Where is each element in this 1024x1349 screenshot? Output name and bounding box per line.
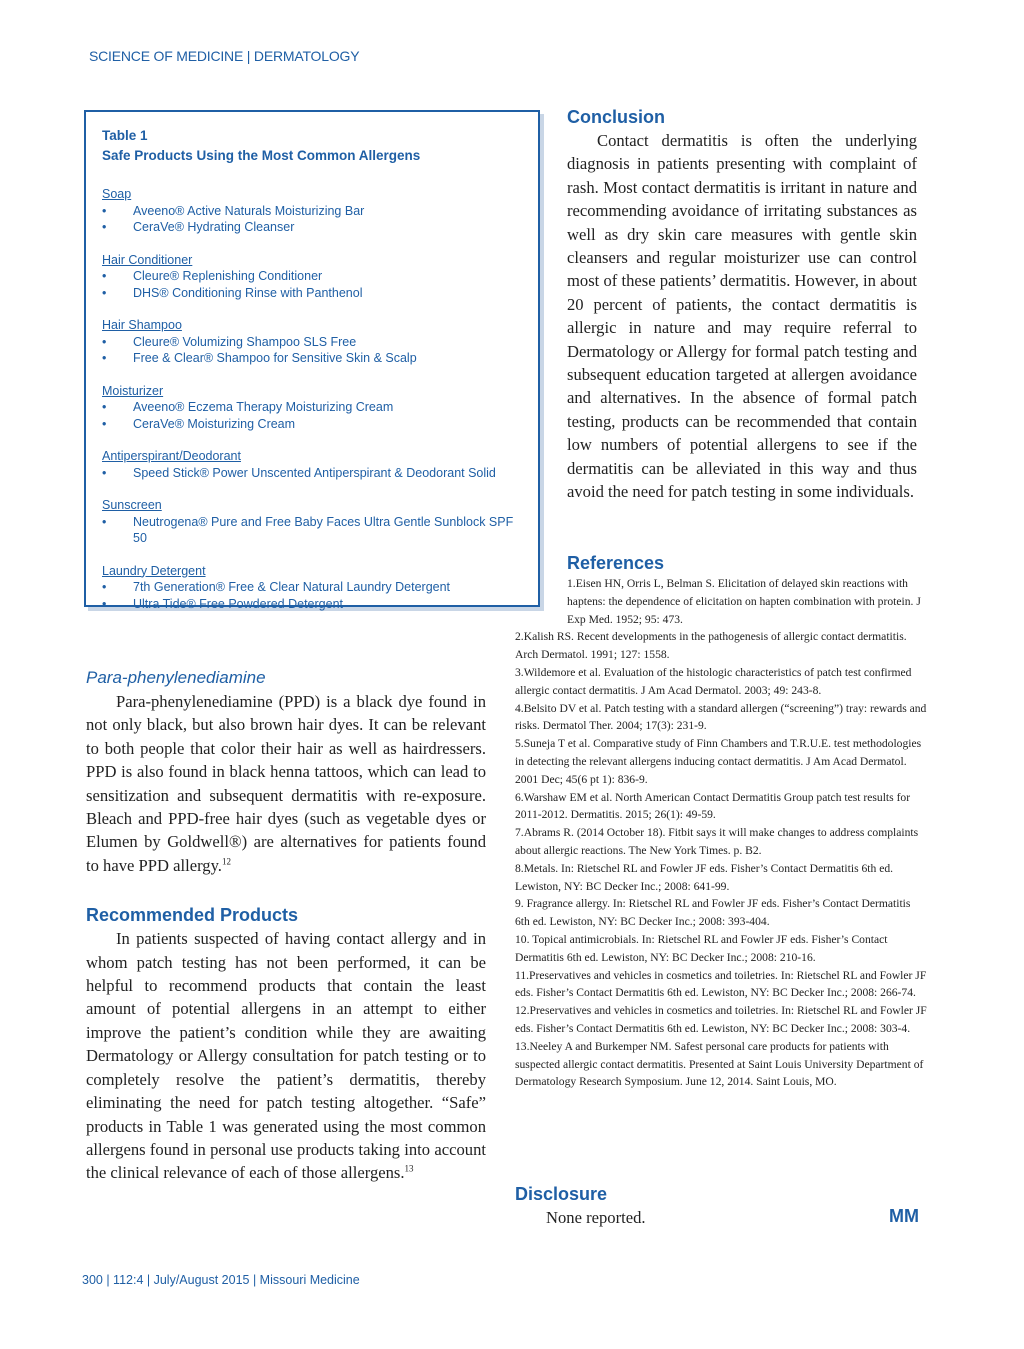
table-item: • 7th Generation® Free & Clear Natural Laundry Detergent bbox=[102, 579, 522, 596]
reference-item: 4.Belsito DV et al. Patch testing with a standard allergen (“screening”) tray: rewards and risks. Dermatol Ther. 2004; 17(3): 231-9. bbox=[515, 701, 927, 733]
ppd-body: Para-phenylenediamine (PPD) is a black dye found in not only black, but also brown hair dyes. It can be relevant to both people that color their hair as well as hairdressers. PPD is also found in black henna tattoos, which can lead to sensitization and subsequent dermatitis with re-exposure. Bleach and PPD-free hair dyes (such as vegetable dyes or Elumen by Goldwell®) are alternatives for patients found to have PPD allergy. bbox=[86, 692, 486, 875]
table-item: • Cleure® Volumizing Shampoo SLS Free bbox=[102, 334, 522, 351]
ppd-heading: Para-phenylenediamine bbox=[86, 668, 266, 687]
table-group-laundry-detergent bbox=[102, 563, 522, 613]
table-item: • Ultra Tide® Free Powdered Detergent bbox=[102, 596, 522, 613]
table-group-moisturizer bbox=[102, 383, 522, 433]
table-item: • Cleure® Replenishing Conditioner bbox=[102, 268, 522, 285]
table-group-soap bbox=[102, 186, 522, 236]
reference-item: 12.Preservatives and vehicles in cosmetics and toiletries. In: Rietschel RL and Fowler JF eds. Fisher’s Contact Dermatitis 6th ed. Lewiston, NY: BC Decker Inc.; 2008: 303-4. bbox=[515, 1004, 927, 1035]
table-category: Laundry Detergent bbox=[102, 563, 206, 578]
references-heading: References bbox=[567, 553, 665, 573]
ppd-paragraph bbox=[86, 690, 486, 877]
table-group-hair-shampoo bbox=[102, 317, 522, 367]
table-item: • CeraVe® Moisturizing Cream bbox=[102, 416, 522, 433]
table-category: Hair Shampoo bbox=[102, 318, 182, 332]
table-category: Soap bbox=[102, 187, 132, 201]
citation: 13 bbox=[404, 1163, 414, 1174]
running-header: SCIENCE OF MEDICINE | DERMATOLOGY bbox=[89, 48, 360, 64]
reference-item: 10. Topical antimicrobials. In: Rietschel RL and Fowler JF eds. Fisher’s Contact Dermatitis 6th ed. Lewiston, NY: BC Decker Inc.; 2008: 210-16. bbox=[515, 932, 888, 964]
reference-item: 3.Wildemore et al. Evaluation of the histologic characteristics of patch test confirmed allergic contact dermatitis. J Am Acad Dermatol. 2003; 49: 243-8. bbox=[515, 665, 912, 697]
reference-list bbox=[515, 575, 927, 1091]
conclusion-body: Contact dermatitis is often the underlying diagnosis in patients presenting with complaint of rash. Most contact dermatitis is irritant in nature and recommending avoidance of irritating substances as well as dry skin care measures with gentle skin cleansers and regular moisturizer use can control most of these patients’ dermatitis. However, in about 20 percent of patients, the contact dermatitis is allergic in nature and may require referral to Dermatology or Allergy for formal patch testing and subsequent education targeted at allergen avoidance and alternatives. In the absence of formal patch testing, products can be recommended that contain low numbers of potential allergens to see if the dermatitis can be alleviated in this way and thus avoid the need for patch testing in some individuals. bbox=[567, 131, 917, 502]
reference-item: 6.Warshaw EM et al. North American Contact Dermatitis Group patch test results for 2011-2012. Dermatitis. 2015; 26(1): 49-59. bbox=[515, 790, 911, 822]
reference-item: 1.Eisen HN, Orris L, Belman S. Elicitation of delayed skin reactions with haptens: the dependence of elicitation on hapten combination with protein. J Exp Med. 1952; 95: 473. bbox=[567, 577, 921, 626]
table-item: • DHS® Conditioning Rinse with Panthenol bbox=[102, 285, 522, 302]
end-mark: MM bbox=[889, 1206, 919, 1226]
table-category: Sunscreen bbox=[102, 498, 162, 512]
reference-item: 7.Abrams R. (2014 October 18). Fitbit says it will make changes to address complaints about allergic reactions. The New York Times. p. B2. bbox=[515, 826, 919, 857]
reference-item: 9. Fragrance allergy. In: Rietschel RL and Fowler JF eds. Fisher’s Contact Dermatitis 6th ed. Lewiston, NY: BC Decker Inc.; 2008: 393-404. bbox=[515, 897, 911, 929]
table-1-box bbox=[84, 110, 540, 611]
references-section bbox=[515, 551, 927, 1091]
conclusion-heading: Conclusion bbox=[567, 107, 665, 127]
page-footer: 300 | 112:4 | July/August 2015 | Missouri Medicine bbox=[82, 1273, 360, 1287]
conclusion-section bbox=[567, 105, 917, 504]
table-title: Safe Products Using the Most Common Allergens bbox=[102, 148, 421, 163]
table-item: • Free & Clear® Shampoo for Sensitive Skin & Scalp bbox=[102, 350, 522, 367]
disclosure-body: None reported. bbox=[546, 1208, 646, 1227]
reference-item: 2.Kalish RS. Recent developments in the pathogenesis of allergic contact dermatitis. Arch Dermatol. 1991; 127: 1558. bbox=[515, 630, 907, 662]
table-item: • Speed Stick® Power Unscented Antiperspirant & Deodorant Solid bbox=[102, 465, 522, 482]
reference-item: 11.Preservatives and vehicles in cosmetics and toiletries. In: Rietschel RL and Fowler JF eds. Fisher’s Contact Dermatitis 6th ed. Lewiston, NY: BC Decker Inc.; 2008: 266-74. bbox=[515, 968, 927, 1000]
table-category: Moisturizer bbox=[102, 383, 164, 398]
table-item: • Neutrogena® Pure and Free Baby Faces Ultra Gentle Sunblock SPF 50 bbox=[102, 514, 522, 547]
citation: 12 bbox=[221, 856, 231, 867]
table-item: • Aveeno® Active Naturals Moisturizing Bar bbox=[102, 203, 522, 220]
table-item: • Aveeno® Eczema Therapy Moisturizing Cream bbox=[102, 399, 522, 416]
disclosure-section bbox=[515, 1182, 927, 1229]
disclosure-heading: Disclosure bbox=[515, 1184, 608, 1204]
table-label: Table 1 bbox=[102, 128, 148, 143]
recommended-heading: Recommended Products bbox=[86, 905, 299, 926]
table-group-hair-conditioner bbox=[102, 252, 522, 302]
table-item: • CeraVe® Hydrating Cleanser bbox=[102, 219, 522, 236]
reference-item: 8.Metals. In: Rietschel RL and Fowler JF eds. Fisher’s Contact Dermatitis 6th ed. Lewiston, NY: BC Decker Inc.; 2008: 641-99. bbox=[515, 861, 894, 893]
recommended-paragraph bbox=[86, 927, 486, 1184]
recommended-body: In patients suspected of having contact allergy and in whom patch testing has not been performed, it can be helpful to recommend products that contain the least amount of potential allergens in an attempt to either improve the patient’s condition while they are awaiting Dermatology or Allergy consultation for patch testing or to completely resolve the patient’s dermatitis, thereby eliminating the need for patch testing altogether. “Safe” products in Table 1 was generated using the most common allergens found in personal use products taking into account the clinical relevance of each of those allergens. bbox=[86, 929, 486, 1183]
table-group-sunscreen bbox=[102, 497, 522, 547]
table-group-antiperspirant bbox=[102, 448, 522, 481]
left-column bbox=[86, 666, 486, 1185]
reference-item: 5.Suneja T et al. Comparative study of Finn Chambers and T.R.U.E. test methodologies in detecting the relevant allergens inducing contact dermatitis. J Am Acad Dermatol. 2001 Dec; 45(6 pt 1): 836-9. bbox=[515, 737, 922, 786]
reference-item: 13.Neeley A and Burkemper NM. Safest personal care products for patients with suspected allergic contact dermatitis. Presented at Saint Louis University Department of Dermatology Research Symposium. June 12, 2014. Saint Louis, MO. bbox=[515, 1039, 924, 1089]
table-category: Antiperspirant/Deodorant bbox=[102, 449, 241, 463]
table-category: Hair Conditioner bbox=[102, 252, 193, 267]
